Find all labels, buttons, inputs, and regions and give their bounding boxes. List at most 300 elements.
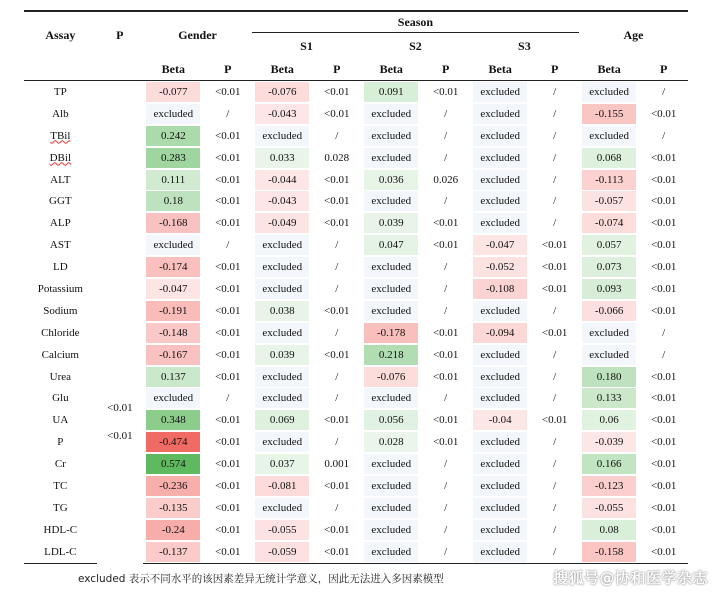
beta-cell <box>252 169 313 191</box>
p-value: <0.01 <box>324 414 350 427</box>
subheader-p: P <box>442 62 450 76</box>
beta-value: excluded <box>364 476 418 496</box>
beta-cell <box>143 387 204 409</box>
p-value: <0.01 <box>215 523 241 536</box>
beta-value: 0.033 <box>255 148 309 168</box>
beta-cell <box>252 81 313 103</box>
p-value: <0.01 <box>432 436 459 449</box>
p-value: / <box>553 217 557 230</box>
p-value: <0.01 <box>650 217 677 230</box>
beta-cell <box>470 322 531 344</box>
overall-p-value: <0.01 <box>107 402 133 415</box>
beta-value: -0.168 <box>146 213 200 233</box>
p-value: / <box>553 501 557 514</box>
beta-value: excluded <box>364 148 418 168</box>
assay-name: LDL-C <box>24 541 97 563</box>
beta-value: -0.043 <box>255 104 309 124</box>
beta-value: excluded <box>473 520 527 540</box>
beta-cell <box>252 234 313 256</box>
p-value: / <box>662 348 666 361</box>
beta-value: excluded <box>255 367 309 387</box>
beta-value: -0.474 <box>146 432 200 452</box>
beta-cell <box>579 519 640 541</box>
assay-name: HDL-C <box>43 523 78 536</box>
p-value: / <box>553 129 557 142</box>
beta-value: -0.135 <box>146 498 200 518</box>
beta-value: excluded <box>364 191 418 211</box>
beta-cell <box>252 278 313 300</box>
beta-value: excluded <box>473 498 527 518</box>
header-age: Age <box>623 28 644 42</box>
p-value: <0.01 <box>215 217 241 230</box>
assay-name: DBil <box>49 151 72 164</box>
beta-value: -0.174 <box>146 257 200 277</box>
header-gender: Gender <box>178 28 217 42</box>
beta-cell <box>143 234 204 256</box>
p-value: <0.01 <box>432 348 459 361</box>
beta-cell <box>143 497 204 519</box>
beta-cell <box>361 541 422 563</box>
beta-cell <box>252 344 313 366</box>
p-value: / <box>553 195 557 208</box>
beta-value: excluded <box>255 432 309 452</box>
beta-cell <box>470 234 531 256</box>
beta-cell <box>361 387 422 409</box>
beta-cell <box>252 497 313 519</box>
beta-value: excluded <box>473 191 527 211</box>
p-value: <0.01 <box>215 195 241 208</box>
beta-value: -0.047 <box>473 235 527 255</box>
beta-cell <box>361 278 422 300</box>
results-table <box>24 10 688 564</box>
beta-cell <box>579 409 640 431</box>
p-value: / <box>444 523 448 536</box>
beta-cell <box>470 169 531 191</box>
beta-value: 0.18 <box>146 191 200 211</box>
beta-value: -0.043 <box>255 191 309 211</box>
beta-cell <box>470 103 531 125</box>
beta-value: 0.08 <box>582 520 636 540</box>
beta-value: excluded <box>473 345 527 365</box>
p-value: <0.01 <box>650 261 677 274</box>
beta-value: excluded <box>473 170 527 190</box>
p-value: / <box>226 392 230 405</box>
beta-cell <box>143 541 204 563</box>
header-p: P <box>116 28 124 42</box>
beta-cell <box>579 453 640 475</box>
beta-value: excluded <box>473 82 527 102</box>
p-value: <0.01 <box>204 541 252 563</box>
beta-cell <box>579 103 640 125</box>
beta-cell <box>143 300 204 322</box>
beta-cell <box>143 169 204 191</box>
p-value: <0.01 <box>432 85 459 98</box>
beta-cell <box>361 234 422 256</box>
beta-value: -0.057 <box>582 191 636 211</box>
p-value: / <box>553 173 557 186</box>
beta-value: excluded <box>255 235 309 255</box>
beta-cell <box>361 300 422 322</box>
beta-cell <box>252 322 313 344</box>
beta-value: -0.052 <box>473 257 527 277</box>
beta-value: 0.091 <box>364 82 418 102</box>
assay-name: Calcium <box>41 348 79 361</box>
header-s3: S3 <box>518 38 531 53</box>
header-s1: S1 <box>300 38 313 53</box>
beta-value: -0.039 <box>582 432 636 452</box>
header-s2: S2 <box>409 38 422 53</box>
beta-cell <box>361 409 422 431</box>
p-value: <0.01 <box>215 458 241 471</box>
p-value: <0.01 <box>650 392 677 405</box>
beta-cell <box>470 212 531 234</box>
beta-cell <box>361 519 422 541</box>
p-value: <0.01 <box>650 173 677 186</box>
assay-name: Sodium <box>43 304 78 317</box>
p-value: / <box>335 239 339 252</box>
beta-cell <box>470 409 531 431</box>
beta-cell <box>579 169 640 191</box>
p-value: / <box>444 129 448 142</box>
beta-cell <box>361 366 422 388</box>
p-value: <0.01 <box>650 479 677 492</box>
beta-value: -0.059 <box>255 542 309 562</box>
beta-cell <box>579 256 640 278</box>
beta-cell <box>579 190 640 212</box>
p-value: / <box>335 501 339 514</box>
p-value: / <box>553 304 557 317</box>
assay-name: TP <box>53 85 67 98</box>
p-value: <0.01 <box>650 151 677 164</box>
beta-cell <box>252 475 313 497</box>
beta-value: excluded <box>473 454 527 474</box>
p-value: / <box>553 392 557 405</box>
beta-value: 0.166 <box>582 454 636 474</box>
beta-value: excluded <box>473 126 527 146</box>
beta-cell <box>470 541 531 563</box>
p-value: <0.01 <box>324 195 350 208</box>
beta-cell <box>252 541 313 563</box>
p-value: <0.01 <box>541 239 568 252</box>
p-value: <0.01 <box>215 151 241 164</box>
beta-value: 0.348 <box>146 410 200 430</box>
beta-cell <box>579 125 640 147</box>
p-value: <0.01 <box>324 85 350 98</box>
p-value: <0.01 <box>650 195 677 208</box>
beta-value: 0.038 <box>255 301 309 321</box>
assay-name: TBil <box>50 129 71 142</box>
p-value: / <box>444 304 448 317</box>
beta-cell <box>143 322 204 344</box>
p-value: <0.01 <box>650 436 677 449</box>
beta-value: -0.049 <box>255 213 309 233</box>
p-value: / <box>553 85 557 98</box>
beta-cell <box>470 366 531 388</box>
beta-value: 0.056 <box>364 410 418 430</box>
p-value: <0.01 <box>541 282 568 295</box>
beta-cell <box>470 453 531 475</box>
beta-value: 0.283 <box>146 148 200 168</box>
beta-cell <box>143 409 204 431</box>
p-value: / <box>335 129 339 142</box>
beta-cell <box>252 256 313 278</box>
beta-value: 0.06 <box>582 410 636 430</box>
beta-cell <box>361 190 422 212</box>
assay-name: Chloride <box>41 326 80 339</box>
beta-cell <box>252 190 313 212</box>
beta-cell <box>143 519 204 541</box>
p-value: / <box>444 107 448 120</box>
p-value: / <box>530 541 578 563</box>
beta-value: -0.137 <box>146 542 200 562</box>
beta-cell <box>579 387 640 409</box>
beta-value: excluded <box>473 542 527 562</box>
assay-name: Glu <box>52 392 69 405</box>
beta-cell <box>361 103 422 125</box>
beta-value: excluded <box>364 388 418 408</box>
beta-cell <box>143 431 204 453</box>
beta-cell <box>143 103 204 125</box>
beta-value: excluded <box>364 454 418 474</box>
beta-cell <box>579 541 640 563</box>
beta-value: -0.191 <box>146 301 200 321</box>
table-row <box>24 81 688 103</box>
p-value: / <box>335 370 339 383</box>
beta-value: excluded <box>146 235 200 255</box>
beta-cell <box>143 475 204 497</box>
p-value: <0.01 <box>432 217 459 230</box>
overall-p-value: <0.01 <box>107 430 133 443</box>
beta-value: -0.081 <box>255 476 309 496</box>
beta-value: 0.073 <box>582 257 636 277</box>
beta-value: excluded <box>364 520 418 540</box>
overall-p-cell <box>97 81 143 564</box>
beta-value: excluded <box>364 542 418 562</box>
beta-cell <box>579 147 640 169</box>
p-value: / <box>226 239 230 252</box>
beta-value: 0.028 <box>364 432 418 452</box>
assay-name: Alb <box>52 107 69 120</box>
beta-cell <box>579 212 640 234</box>
p-value: <0.01 <box>639 541 688 563</box>
beta-value: -0.108 <box>473 279 527 299</box>
beta-value: excluded <box>255 126 309 146</box>
p-value: <0.01 <box>215 85 241 98</box>
beta-cell <box>470 344 531 366</box>
beta-value: 0.069 <box>255 410 309 430</box>
p-value: / <box>444 195 448 208</box>
assay-name: TC <box>53 479 68 492</box>
beta-cell <box>361 81 422 103</box>
p-value: / <box>335 261 339 274</box>
p-value: / <box>335 436 339 449</box>
p-value: <0.01 <box>215 479 241 492</box>
beta-value: excluded <box>473 213 527 233</box>
beta-value: excluded <box>582 345 636 365</box>
beta-cell <box>361 453 422 475</box>
beta-value: excluded <box>255 279 309 299</box>
p-value: <0.01 <box>324 348 350 361</box>
beta-cell <box>579 497 640 519</box>
subheader-p: P <box>333 62 341 76</box>
p-value: <0.01 <box>541 326 568 339</box>
p-value: / <box>444 151 448 164</box>
beta-value: 0.039 <box>255 345 309 365</box>
beta-cell <box>361 344 422 366</box>
beta-value: excluded <box>364 301 418 321</box>
assay-name: Urea <box>49 370 71 383</box>
beta-value: 0.574 <box>146 454 200 474</box>
beta-value: excluded <box>582 126 636 146</box>
beta-cell <box>252 431 313 453</box>
beta-value: -0.077 <box>146 82 200 102</box>
beta-value: 0.068 <box>582 148 636 168</box>
beta-cell <box>361 169 422 191</box>
beta-value: excluded <box>255 388 309 408</box>
beta-value: 0.137 <box>146 367 200 387</box>
beta-cell <box>579 300 640 322</box>
footnote: excluded 表示不同水平的该因素差异无统计学意义，因此无法进入多因素模型 <box>78 573 444 585</box>
beta-value: -0.047 <box>146 279 200 299</box>
beta-value: excluded <box>582 323 636 343</box>
beta-value: 0.242 <box>146 126 200 146</box>
p-value: <0.01 <box>432 370 459 383</box>
p-value: / <box>335 326 339 339</box>
p-value: <0.01 <box>432 414 459 427</box>
beta-value: -0.155 <box>582 104 636 124</box>
beta-value: -0.123 <box>582 476 636 496</box>
p-value: <0.01 <box>324 523 350 536</box>
beta-value: -0.04 <box>473 410 527 430</box>
beta-cell <box>252 103 313 125</box>
beta-cell <box>470 125 531 147</box>
beta-cell <box>361 322 422 344</box>
p-value: / <box>553 523 557 536</box>
beta-value: 0.093 <box>582 279 636 299</box>
assay-name: TG <box>52 501 68 514</box>
beta-value: 0.180 <box>582 367 636 387</box>
beta-cell <box>143 147 204 169</box>
beta-value: -0.055 <box>255 520 309 540</box>
beta-cell <box>579 344 640 366</box>
watermark: 搜狐号@协和医学杂志 <box>552 569 708 587</box>
p-value: / <box>335 282 339 295</box>
beta-cell <box>361 475 422 497</box>
p-value: <0.01 <box>650 501 677 514</box>
assay-name: ALP <box>49 217 71 230</box>
subheader-beta: Beta <box>161 62 185 76</box>
beta-cell <box>143 190 204 212</box>
assay-name: P <box>57 436 64 449</box>
beta-value: excluded <box>364 126 418 146</box>
p-value: 0.001 <box>324 458 350 471</box>
beta-value: excluded <box>255 323 309 343</box>
p-value: 0.026 <box>433 173 459 186</box>
p-value: / <box>444 479 448 492</box>
p-value: / <box>553 479 557 492</box>
table-body <box>24 81 688 564</box>
beta-value: 0.047 <box>364 235 418 255</box>
assay-name: LD <box>52 261 68 274</box>
beta-cell <box>143 256 204 278</box>
p-value: <0.01 <box>541 414 568 427</box>
beta-cell <box>143 125 204 147</box>
beta-value: excluded <box>364 104 418 124</box>
beta-value: 0.057 <box>582 235 636 255</box>
p-value: <0.01 <box>650 523 677 536</box>
beta-cell <box>579 322 640 344</box>
assay-name: AST <box>49 239 71 252</box>
results-table-wrapper <box>24 10 688 564</box>
beta-value: 0.037 <box>255 454 309 474</box>
p-value: / <box>553 107 557 120</box>
p-value: / <box>226 107 230 120</box>
subheader-p: P <box>550 62 559 76</box>
p-value: <0.01 <box>215 436 241 449</box>
subheader-p: P <box>660 62 668 76</box>
beta-cell <box>579 278 640 300</box>
p-value: <0.01 <box>650 282 677 295</box>
p-value: <0.01 <box>650 304 677 317</box>
assay-name: GGT <box>49 195 72 208</box>
beta-value: -0.076 <box>364 367 418 387</box>
p-value: <0.01 <box>313 541 361 563</box>
beta-cell <box>252 212 313 234</box>
beta-value: excluded <box>582 82 636 102</box>
beta-cell <box>361 212 422 234</box>
header-season: Season <box>252 11 579 33</box>
p-value: / <box>553 370 557 383</box>
beta-cell <box>361 256 422 278</box>
beta-cell <box>143 81 204 103</box>
beta-value: excluded <box>473 476 527 496</box>
beta-cell <box>470 387 531 409</box>
p-value: <0.01 <box>432 326 459 339</box>
beta-cell <box>252 519 313 541</box>
beta-value: -0.066 <box>582 301 636 321</box>
p-value: / <box>662 129 666 142</box>
p-value: <0.01 <box>215 326 241 339</box>
p-value: <0.01 <box>650 239 677 252</box>
beta-cell <box>252 453 313 475</box>
p-value: / <box>422 541 470 563</box>
subheader-beta: Beta <box>488 62 512 76</box>
beta-cell <box>470 519 531 541</box>
beta-cell <box>470 278 531 300</box>
beta-cell <box>143 212 204 234</box>
p-value: 0.028 <box>324 151 350 164</box>
p-value: / <box>553 151 557 164</box>
p-value: <0.01 <box>215 370 241 383</box>
p-value: / <box>444 282 448 295</box>
p-value: / <box>444 458 448 471</box>
p-value: <0.01 <box>432 239 459 252</box>
p-value: <0.01 <box>324 304 350 317</box>
beta-value: 0.133 <box>582 388 636 408</box>
beta-value: excluded <box>255 257 309 277</box>
p-value: <0.01 <box>650 414 677 427</box>
assay-name: ALT <box>50 173 71 186</box>
beta-value: 0.218 <box>364 345 418 365</box>
beta-cell <box>361 147 422 169</box>
beta-value: excluded <box>473 301 527 321</box>
beta-value: -0.148 <box>146 323 200 343</box>
beta-value: -0.167 <box>146 345 200 365</box>
beta-cell <box>470 475 531 497</box>
p-value: <0.01 <box>215 173 241 186</box>
p-value: <0.01 <box>215 129 241 142</box>
beta-value: excluded <box>364 498 418 518</box>
